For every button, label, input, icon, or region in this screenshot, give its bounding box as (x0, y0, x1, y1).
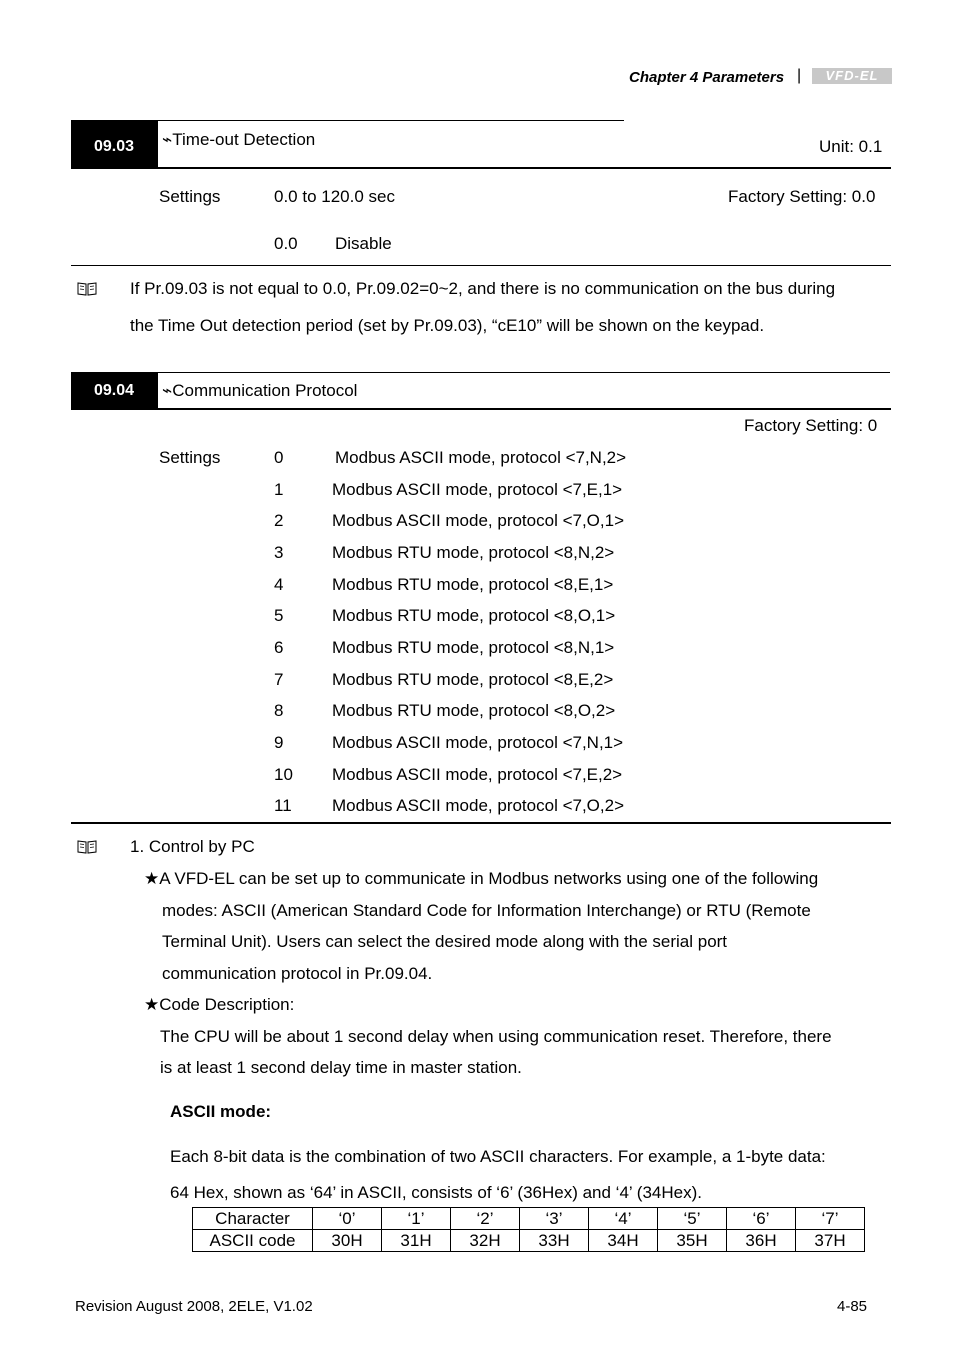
lightning-icon: ⌁ (162, 381, 173, 400)
option-value: 4 (274, 575, 284, 594)
ascii-code-table (192, 1207, 865, 1252)
table-row (193, 1208, 865, 1230)
table-cell: ‘5’ (658, 1208, 727, 1230)
factory-setting: Factory Setting: 0 (744, 416, 878, 435)
table-cell: Character (193, 1208, 313, 1230)
table-cell: 34H (589, 1230, 658, 1252)
table-cell: 35H (658, 1230, 727, 1252)
option-desc: Modbus ASCII mode, protocol <7,N,1> (332, 733, 624, 752)
option-desc: Modbus RTU mode, protocol <8,N,1> (332, 638, 615, 657)
table-cell: 37H (796, 1230, 865, 1252)
note-line: ★A VFD-EL can be set up to communicate in Modbus networks using one of the following (144, 869, 819, 888)
table-cell: 31H (382, 1230, 451, 1252)
option-value: 3 (274, 543, 284, 562)
table-cell: 32H (451, 1230, 520, 1252)
table-row (193, 1230, 865, 1252)
option-value: 9 (274, 733, 284, 752)
option-value: 8 (274, 701, 284, 720)
note-line: The CPU will be about 1 second delay when using communication reset. Therefore, there (160, 1027, 832, 1046)
note-line: 64 Hex, shown as ‘64’ in ASCII, consists of ‘6’ (36Hex) and ‘4’ (34Hex). (170, 1183, 702, 1202)
table-cell: ‘4’ (589, 1208, 658, 1230)
note-line: modes: ASCII (American Standard Code for Information Interchange) or RTU (Remote (162, 901, 811, 920)
table-cell: ‘1’ (382, 1208, 451, 1230)
option-desc: Modbus ASCII mode, protocol <7,E,2> (332, 765, 623, 784)
section-rule (71, 265, 891, 266)
option-value: 7 (274, 670, 284, 689)
vfd-el-logo: VFD-EL (812, 68, 892, 84)
option-value: 11 (274, 796, 292, 815)
note-heading: 1. Control by PC (130, 837, 255, 856)
header-separator: | (797, 67, 802, 84)
table-cell: ‘0’ (313, 1208, 382, 1230)
book-icon (77, 840, 97, 854)
option-value: 10 (274, 765, 293, 784)
option-value: 2 (274, 511, 284, 530)
param-name: Time-out Detection (172, 130, 316, 149)
option-desc: Modbus RTU mode, protocol <8,N,2> (332, 543, 615, 562)
setting-desc: Disable (335, 234, 392, 253)
table-cell: ASCII code (193, 1230, 313, 1252)
option-desc: Modbus ASCII mode, protocol <7,O,1> (332, 511, 624, 530)
param-title-0903 (162, 130, 315, 150)
note-line: Each 8-bit data is the combination of two ASCII characters. For example, a 1-byte data: (170, 1147, 826, 1166)
param-title-0904 (162, 381, 357, 401)
option-desc: Modbus RTU mode, protocol <8,E,2> (332, 670, 614, 689)
ascii-mode-heading: ASCII mode: (170, 1102, 272, 1121)
param-unit: Unit: 0.1 (819, 137, 883, 156)
param-header-bottom-rule (71, 167, 891, 169)
option-desc: Modbus ASCII mode, protocol <7,E,1> (332, 480, 623, 499)
param-header-top-rule (157, 120, 624, 121)
table-cell: ‘3’ (520, 1208, 589, 1230)
option-value: 0 (274, 448, 284, 467)
table-cell: ‘6’ (727, 1208, 796, 1230)
settings-label: Settings (159, 448, 221, 467)
option-desc: Modbus RTU mode, protocol <8,O,1> (332, 606, 616, 625)
param-name: Communication Protocol (172, 381, 358, 400)
table-cell: 30H (313, 1230, 382, 1252)
setting-value: 0.0 (274, 234, 298, 253)
option-desc: Modbus ASCII mode, protocol <7,N,2> (335, 448, 627, 467)
option-value: 1 (274, 480, 284, 499)
option-desc: Modbus RTU mode, protocol <8,O,2> (332, 701, 616, 720)
settings-range: 0.0 to 120.0 sec (274, 187, 395, 206)
note-line: communication protocol in Pr.09.04. (162, 964, 433, 983)
param-code-0903: 09.03 (71, 120, 157, 168)
settings-label: Settings (159, 187, 221, 206)
param-header-divider (157, 120, 158, 168)
table-cell: ‘2’ (451, 1208, 520, 1230)
note-line: is at least 1 second delay time in master station. (160, 1058, 522, 1077)
param-header-bottom-rule (71, 408, 891, 410)
section-rule (71, 822, 891, 824)
param-header-divider (157, 372, 158, 409)
book-icon (77, 282, 97, 296)
lightning-icon: ⌁ (162, 130, 173, 149)
footer-revision: Revision August 2008, 2ELE, V1.02 (75, 1298, 313, 1315)
param-header-top-rule-right (624, 372, 890, 373)
table-cell: ‘7’ (796, 1208, 865, 1230)
option-value: 6 (274, 638, 284, 657)
param-code-0904: 09.04 (71, 372, 157, 409)
param-header-top-rule (157, 372, 624, 373)
option-desc: Modbus ASCII mode, protocol <7,O,2> (332, 796, 624, 815)
note-line: ★Code Description: (144, 995, 295, 1014)
factory-setting: Factory Setting: 0.0 (728, 187, 876, 206)
option-desc: Modbus RTU mode, protocol <8,E,1> (332, 575, 614, 594)
note-line: If Pr.09.03 is not equal to 0.0, Pr.09.02=0~2, and there is no communication on the bus during (130, 279, 836, 298)
table-cell: 33H (520, 1230, 589, 1252)
page-number: 4-85 (837, 1298, 868, 1315)
table-cell: 36H (727, 1230, 796, 1252)
option-value: 5 (274, 606, 284, 625)
note-line: Terminal Unit). Users can select the desired mode along with the serial port (162, 932, 728, 951)
note-line: the Time Out detection period (set by Pr.09.03), “cE10” will be shown on the keypad. (130, 316, 765, 335)
chapter-title: Chapter 4 Parameters (629, 69, 785, 86)
